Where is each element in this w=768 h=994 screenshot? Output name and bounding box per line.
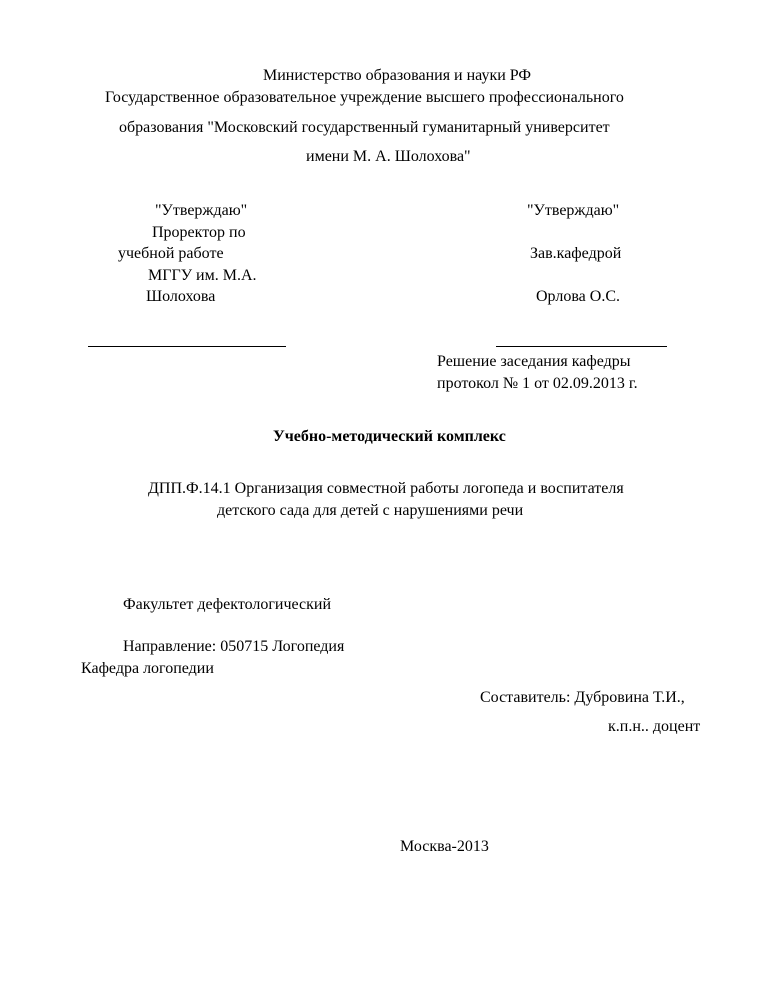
author-line: Составитель: Дубровина Т.И., (480, 689, 685, 706)
ministry-line: Министерство образования и науки РФ (263, 67, 532, 84)
approval-left-title: "Утверждаю" (155, 202, 248, 219)
approval-left-name: Шолохова (146, 288, 216, 305)
institution-line: Государственное образовательное учреждение высшего профессионального (105, 89, 624, 106)
document-title: Учебно-методический комплекс (273, 428, 506, 445)
university-name-line: имени М. А. Шолохова" (306, 148, 471, 165)
approval-right-title: "Утверждаю" (527, 202, 620, 219)
course-title-line1: ДПП.Ф.14.1 Организация совместной работы логопеда и воспитателя (148, 480, 624, 497)
approval-left-signature-line (88, 346, 286, 347)
department-decision-line2: протокол № 1 от 02.09.2013 г. (437, 375, 638, 392)
course-title-line2: детского сада для детей с нарушениями речи (217, 502, 524, 519)
faculty-line: Факультет дефектологический (123, 596, 332, 613)
direction-line: Направление: 050715 Логопедия (123, 638, 345, 655)
department-decision-line1: Решение заседания кафедры (437, 353, 631, 370)
author-degree-line: к.п.н.. доцент (608, 718, 701, 735)
city-year-line: Москва-2013 (400, 838, 489, 855)
approval-left-position-line1: Проректор по (152, 224, 246, 241)
university-line: образования "Московский государственный гуманитарный университет (119, 119, 610, 136)
approval-right-name: Орлова О.С. (536, 288, 620, 305)
approval-right-signature-line (496, 346, 667, 347)
approval-right-position: Зав.кафедрой (530, 245, 622, 262)
approval-left-position-line2: учебной работе (118, 245, 224, 262)
approval-left-position-line3: МГГУ им. М.А. (148, 267, 257, 284)
department-line: Кафедра логопедии (81, 660, 214, 677)
